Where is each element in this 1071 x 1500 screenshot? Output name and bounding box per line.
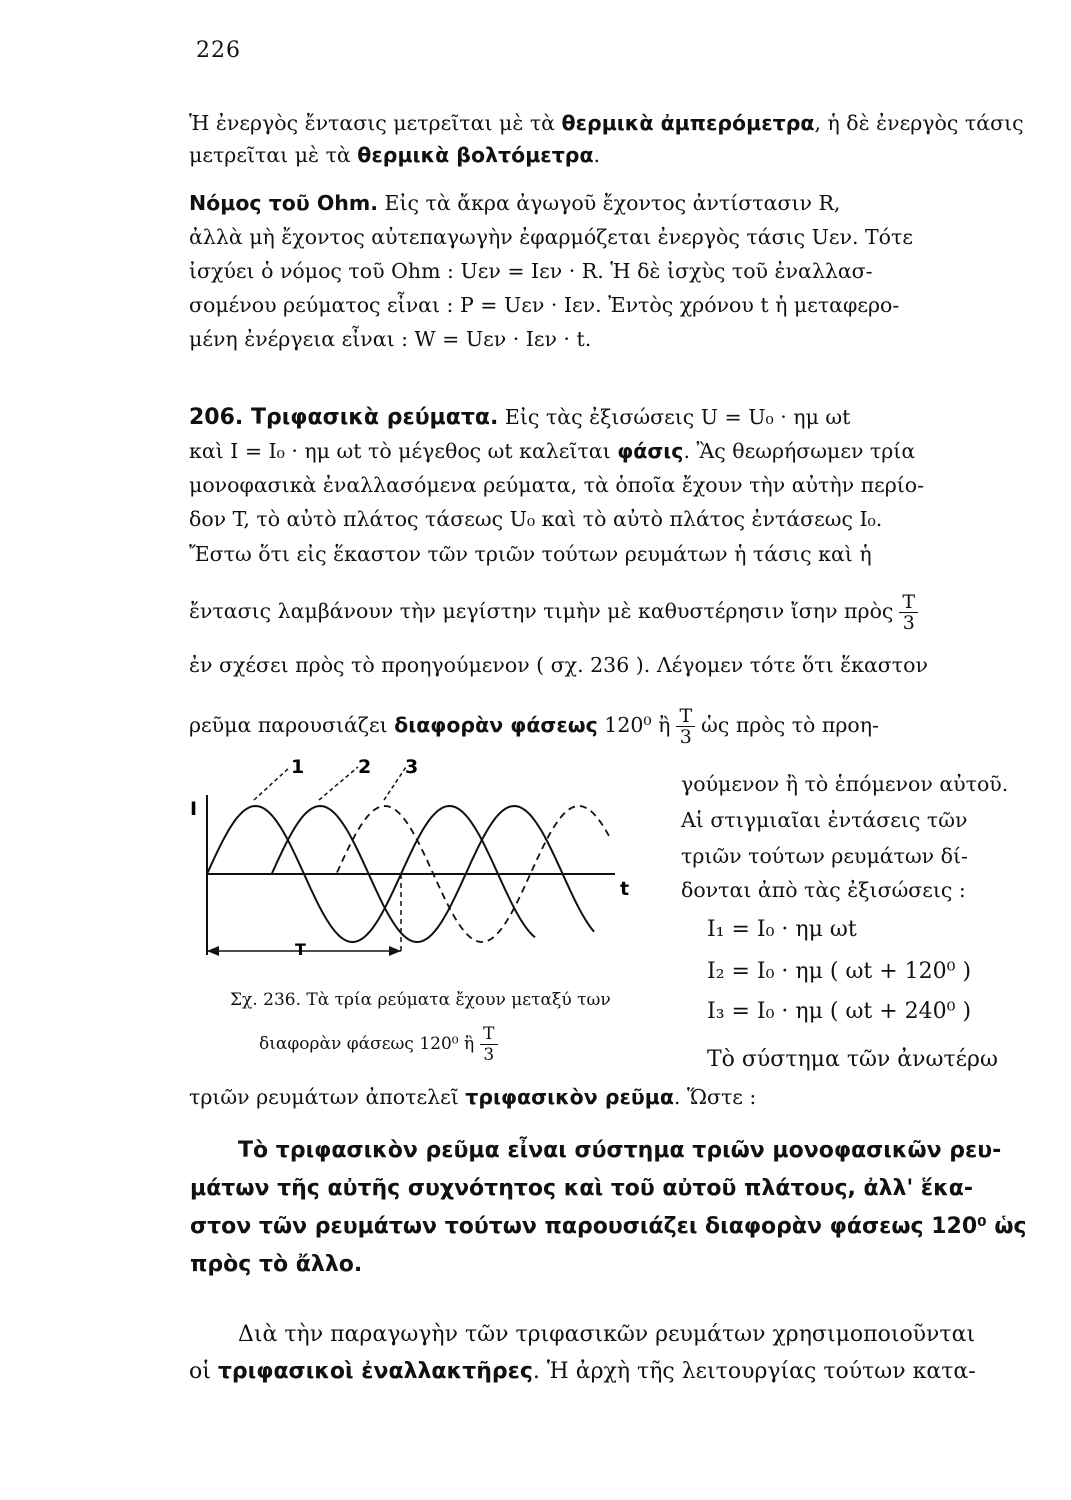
final-line1: Διὰ τὴν παραγωγὴν τῶν τριφασικῶν ρευμάτων χρησιμοποιοῦνται	[238, 1322, 976, 1347]
final-line2: οἱ τριφασικοὶ ἐναλλακτῆρες. Ἡ ἀρχὴ τῆς λειτουργίας τούτων κατα-	[189, 1359, 976, 1384]
fraction: $\frac{T}{3}$	[899, 592, 918, 633]
sec206-line3: μονοφασικὰ ἐναλλασόμενα ρεύματα, τὰ ὁποῖα ἔχουν τὴν αὐτὴν περίο-	[189, 473, 925, 497]
para1-line1: Ἡ ἐνεργὸς ἔντασις μετρεῖται μὲ τὰ θερμικὰ ἀμπερόμετρα, ἡ δὲ ἐνεργὸς τάσις	[189, 111, 1024, 135]
label-2-leader	[319, 767, 358, 800]
label-1-leader	[254, 767, 290, 800]
side-line1: γούμενον ἢ τὸ ἑπόμενον αὐτοῦ.	[681, 772, 1009, 796]
sec206-line6: ἔντασις λαμβάνουν τὴν μεγίστην τιμὴν μὲ καθυστέρησιν ἴσην πρὸς $\frac{T}{3}$	[189, 592, 1071, 633]
fraction: $\frac{T}{3}$	[676, 706, 695, 747]
period-arrowhead-left	[207, 946, 219, 956]
equation-2: I₂ = I₀ · ημ ( ωt + 120⁰ )	[707, 959, 972, 984]
section-heading: 206. Τριφασικὰ ρεύματα.	[189, 405, 499, 430]
wave-label-3: 3	[405, 756, 419, 778]
side-line4: δονται ἀπὸ τὰς ἐξισώσεις :	[681, 878, 966, 902]
label-3-leader	[384, 767, 406, 800]
sec206-line8: ρεῦμα παρουσιάζει διαφορὰν φάσεως 120⁰ ἢ $\frac{T}{3}$ ὡς πρὸς τὸ προη-	[189, 705, 879, 748]
three-phase-diagram	[190, 755, 640, 980]
sec206-line1: 206. Τριφασικὰ ρεύματα. Εἰς τὰς ἐξισώσεις U = U₀ · ημ ωt	[189, 405, 851, 430]
after-eq-line2: τριῶν ρευμάτων ἀποτελεῖ τριφασικὸν ρεῦμα. Ὥστε :	[189, 1085, 757, 1109]
ohm-line4: σομένου ρεύματος εἶναι : P = Uεν · Iεν. Ἐντὸς χρόνου t ἡ μεταφερο-	[189, 293, 900, 317]
sec206-line5: Ἔστω ὅτι εἰς ἕκαστον τῶν τριῶν τούτων ρευμάτων ἡ τάσις καὶ ἡ	[189, 542, 872, 566]
page-number: 226	[196, 38, 241, 63]
wave-label-1: 1	[291, 756, 305, 778]
para1-line2: μετρεῖται μὲ τὰ θερμικὰ βολτόμετρα.	[189, 143, 601, 167]
figure-caption-line1: Σχ. 236. Τὰ τρία ρεύματα ἔχουν μεταξύ των	[230, 990, 611, 1010]
figure-caption-line2: διαφορὰν φάσεως 120⁰ ἢ $\frac{T}{3}$	[259, 1024, 504, 1065]
side-line2: Αἱ στιγμιαῖαι ἐντάσεις τῶν	[681, 808, 968, 832]
sec206-line2: καὶ I = I₀ · ημ ωt τὸ μέγεθος ωt καλεῖται φάσις. Ἂς θεωρήσωμεν τρία	[189, 439, 916, 463]
fraction: $\frac{T}{3}$	[480, 1024, 497, 1065]
sec206-line4: δον T, τὸ αὐτὸ πλάτος τάσεως U₀ καὶ τὸ αὐτὸ πλάτος ἐντάσεως I₀.	[189, 507, 883, 531]
ohm-line2: ἀλλὰ μὴ ἔχοντος αὐτεπαγωγὴν ἐφαρμόζεται ἐνεργὸς τάσις Uεν. Τότε	[189, 225, 913, 249]
period-label-T: T	[295, 940, 306, 959]
side-line3: τριῶν τούτων ρευμάτων δί-	[681, 844, 968, 868]
ohm-line5: μένη ἐνέργεια εἶναι : W = Uεν · Iεν · t.	[189, 327, 592, 351]
axis-label-t: t	[620, 878, 630, 900]
ohm-title: Νόμος τοῦ Ohm.	[189, 191, 379, 215]
equation-3: I₃ = I₀ · ημ ( ωt + 240⁰ )	[707, 999, 972, 1024]
after-eq-line1: Τὸ σύστημα τῶν ἀνωτέρω	[707, 1047, 998, 1072]
equation-1: I₁ = I₀ · ημ ωt	[707, 917, 857, 942]
wave-label-2: 2	[358, 756, 372, 778]
axis-label-I: I	[190, 798, 198, 820]
period-arrowhead-right	[389, 946, 401, 956]
definition-paragraph: Τὸ τριφασικὸν ρεῦμα εἶναι σύστημα τριῶν μονοφασικῶν ρευ- μάτων τῆς αὐτῆς συχνότητος καὶ τοῦ αὐτοῦ πλάτους, ἀλλ' ἕκα- στον τῶν ρευμάτων τούτων παρουσιάζει διαφορὰν φάσεως 120⁰ ὡς πρὸς τὸ ἄλλο.	[190, 1138, 1027, 1277]
ohm-line3: ἰσχύει ὁ νόμος τοῦ Ohm : Uεν = Iεν · R. Ἡ δὲ ἰσχὺς τοῦ ἐναλλασ-	[189, 259, 873, 283]
ohm-line1: Νόμος τοῦ Ohm. Εἰς τὰ ἄκρα ἀγωγοῦ ἔχοντος ἀντίστασιν R,	[189, 191, 841, 215]
sec206-line7: ἐν σχέσει πρὸς τὸ προηγούμενον ( σχ. 236 ). Λέγομεν τότε ὅτι ἕκαστον	[189, 653, 928, 677]
